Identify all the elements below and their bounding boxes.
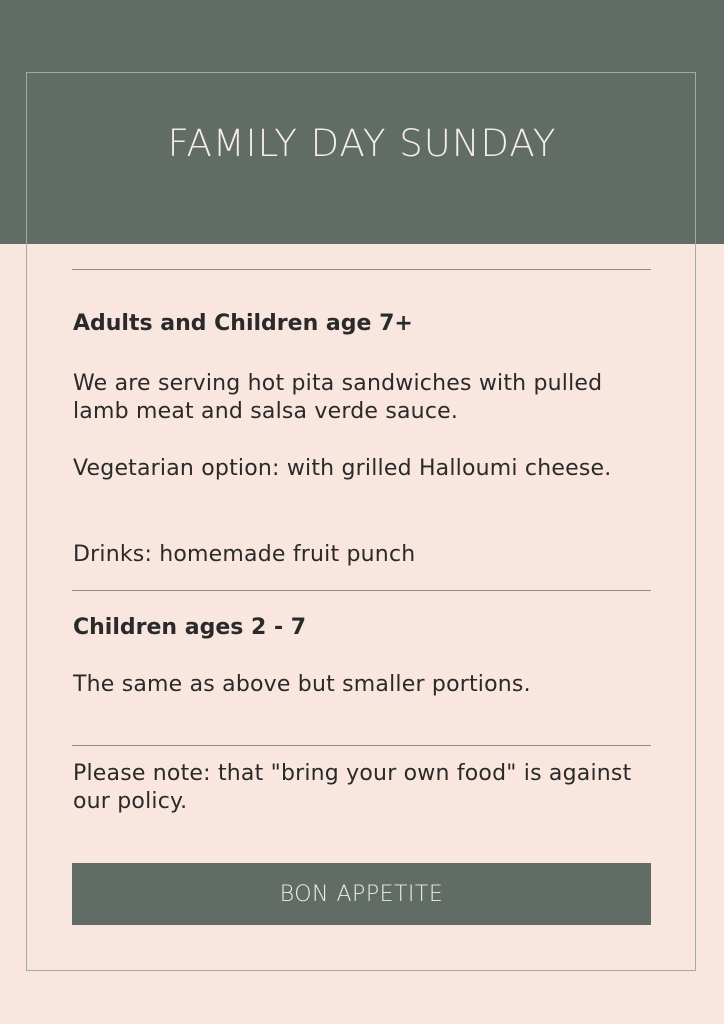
divider-middle (72, 590, 651, 591)
policy-note: Please note: that "bring your own food" is against our policy. (73, 761, 632, 814)
bon-appetite-banner (72, 863, 651, 925)
adults-menu-text: We are serving hot pita sandwiches with pulled lamb meat and salsa verde sauce. (73, 371, 603, 424)
divider-bottom (72, 745, 651, 746)
bon-appetite-label: BON APPETITE (279, 881, 444, 907)
divider-top (72, 269, 651, 270)
drinks-text: Drinks: homemade fruit punch (73, 542, 416, 567)
section-heading-adults: Adults and Children age 7+ (73, 311, 413, 336)
page-frame (26, 72, 696, 971)
children-menu-text: The same as above but smaller portions. (73, 672, 531, 697)
section-heading-children: Children ages 2 - 7 (73, 615, 307, 640)
vegetarian-option-text: Vegetarian option: with grilled Halloumi cheese. (73, 456, 612, 481)
page-title: FAMILY DAY SUNDAY (167, 122, 557, 165)
